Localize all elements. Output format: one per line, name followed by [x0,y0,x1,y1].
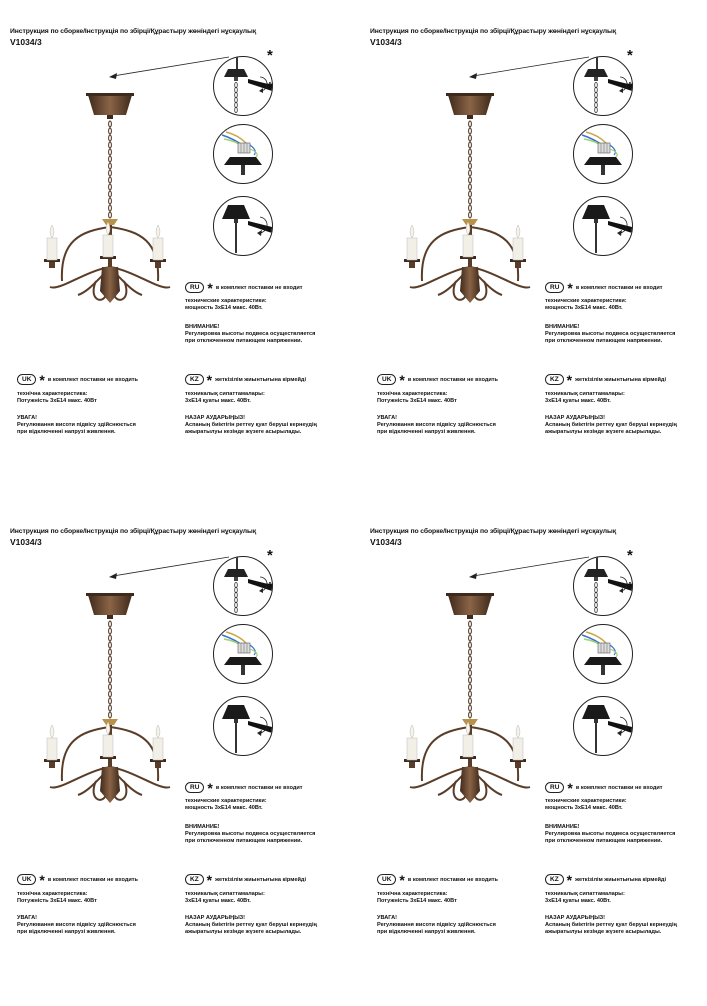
ru-warning-heading: ВНИМАНИЕ! [185,824,220,830]
kz-spec-value: 3хE14 қуаты макс. 40Вт. [545,398,611,404]
ru-specifications [545,298,627,312]
kz-warning-line2: ажыратылуы кезінде жүзеге асырылады. [185,929,302,935]
kz-notice-row [545,371,666,389]
uk-spec-value: Потужність 3хE14 макс. 40Вт [17,898,97,904]
chandelier-illustration [390,91,540,331]
ru-not-included-text: в комплект поставки не входит [575,784,663,791]
uk-warning-heading: УВАГА! [377,915,398,921]
uk-not-included-text: в комплект поставки не входить [47,376,138,383]
uk-warning [17,415,136,436]
ru-warning-heading: ВНИМАНИЕ! [545,324,580,330]
not-included-star-icon: * [267,47,273,64]
ru-warning [185,324,315,345]
instruction-title: Инструкция по сборке/Інструкція по збірці/Құрастыру жөніндегі нұсқаулық [10,528,257,535]
ru-warning [545,824,675,845]
ru-warning [185,824,315,845]
not-included-star-icon: * [39,371,45,388]
kz-warning-line2: ажыратылуы кезінде жүзеге асырылады. [545,429,662,435]
ru-warning-line2: при отключенном питающем напряжении. [185,338,303,344]
detail-canopy-fastening [573,196,633,256]
uk-notice-row [377,371,498,389]
uk-warning-line1: Регулювання висоти підвісу здійснюється [377,422,496,428]
not-included-star-icon: * [267,79,273,96]
ru-warning-line1: Регулировка высоты подвеса осуществляется [185,831,316,837]
uk-warning-line1: Регулювання висоти підвісу здійснюється [17,922,136,928]
uk-spec-heading: технічна характеристика: [377,391,448,397]
kz-warning-heading: НАЗАР АУДАРЫҢЫЗ! [185,915,246,921]
uk-spec-value: Потужність 3хE14 макс. 40Вт [377,398,457,404]
model-number: V1034/3 [10,37,42,47]
detail-canopy-fastening [213,696,273,756]
kz-spec-heading: техникалық сипаттамалары: [545,391,625,397]
uk-warning-line1: Регулювання висоти підвісу здійснюється [17,422,136,428]
detail-canopy-mounting [573,556,633,616]
uk-spec-heading: технічна характеристика: [17,391,88,397]
detail-wiring-connection [573,124,633,184]
not-included-star-icon: * [627,79,633,96]
kz-notice-row [185,371,306,389]
not-included-star-icon: * [206,871,213,888]
ru-notice-row [185,279,303,297]
uk-warning-heading: УВАГА! [17,415,38,421]
uk-warning-line2: при відключенні напрузі живлення. [17,929,116,935]
uk-warning-line2: при відключенні напрузі живлення. [377,429,476,435]
detail-wiring-connection [213,124,273,184]
not-included-star-icon: * [567,279,573,296]
instruction-panel-top-right [365,26,705,506]
uk-language-badge: UK [377,874,396,885]
not-included-star-icon: * [207,279,213,296]
kz-spec-value: 3хE14 қуаты макс. 40Вт. [185,398,251,404]
not-included-star-icon: * [627,47,633,64]
uk-language-badge: UK [17,374,36,385]
ru-warning-heading: ВНИМАНИЕ! [545,824,580,830]
ru-not-included-text: в комплект поставки не входит [575,284,663,291]
kz-warning [185,415,317,436]
ru-notice-row [545,279,663,297]
kz-spec-heading: техникалық сипаттамалары: [545,891,625,897]
kz-language-badge: KZ [545,374,564,385]
kz-not-included-text: жеткізілім жиынтығына кірмейді [575,376,666,383]
not-included-star-icon: * [627,547,633,564]
ru-spec-value: мощность 3хE14 макс. 40Вт. [185,305,263,311]
uk-notice-row [17,371,138,389]
kz-warning-heading: НАЗАР АУДАРЫҢЫЗ! [545,415,606,421]
detail-canopy-fastening [573,696,633,756]
kz-specifications [185,391,265,405]
kz-language-badge: KZ [545,874,564,885]
uk-warning [377,915,496,936]
detail-canopy-mounting [573,56,633,116]
detail-wiring-connection [213,624,273,684]
chandelier-illustration [390,591,540,831]
not-included-star-icon: * [566,371,573,388]
ru-spec-heading: технические характеристики: [185,798,267,804]
instruction-title: Инструкция по сборке/Інструкція по збірці/Құрастыру жөніндегі нұсқаулық [370,28,617,35]
ru-warning-line2: при отключенном питающем напряжении. [545,838,663,844]
ru-notice-row [545,779,663,797]
uk-warning [377,415,496,436]
ru-warning-line1: Регулировка высоты подвеса осуществляется [545,331,676,337]
uk-not-included-text: в комплект поставки не входить [407,376,498,383]
kz-not-included-text: жеткізілім жиынтығына кірмейді [215,376,306,383]
instruction-title: Инструкция по сборке/Інструкція по збірці/Құрастыру жөніндегі нұсқаулық [10,28,257,35]
kz-warning-line2: ажыратылуы кезінде жүзеге асырылады. [185,429,302,435]
instruction-title: Инструкция по сборке/Інструкція по збірці/Құрастыру жөніндегі нұсқаулық [370,528,617,535]
ru-spec-heading: технические характеристики: [185,298,267,304]
instruction-panel-bottom-left [5,526,345,1006]
kz-warning [545,415,677,436]
kz-not-included-text: жеткізілім жиынтығына кірмейді [215,876,306,883]
not-included-star-icon: * [39,871,45,888]
ru-specifications [185,298,267,312]
uk-specifications [17,891,97,905]
ru-specifications [185,798,267,812]
uk-warning-line2: при відключенні напрузі живлення. [17,429,116,435]
ru-warning-line1: Регулировка высоты подвеса осуществляется [185,331,316,337]
uk-language-badge: UK [377,374,396,385]
uk-specifications [377,891,457,905]
not-included-star-icon: * [399,371,405,388]
kz-warning-line1: Аспаның биіктігін реттеу қуат беруші кернеудің [185,422,317,428]
uk-warning-heading: УВАГА! [377,415,398,421]
ru-language-badge: RU [545,782,564,793]
not-included-star-icon: * [566,871,573,888]
kz-warning-line1: Аспаның биіктігін реттеу қуат беруші кернеудің [185,922,317,928]
model-number: V1034/3 [10,537,42,547]
not-included-star-icon: * [267,579,273,596]
detail-canopy-mounting [213,556,273,616]
model-number: V1034/3 [370,37,402,47]
ru-spec-value: мощность 3хE14 макс. 40Вт. [545,805,623,811]
kz-not-included-text: жеткізілім жиынтығына кірмейді [575,876,666,883]
uk-specifications [377,391,457,405]
kz-spec-value: 3хE14 қуаты макс. 40Вт. [545,898,611,904]
chandelier-illustration [30,591,180,831]
not-included-star-icon: * [267,547,273,564]
ru-warning-heading: ВНИМАНИЕ! [185,324,220,330]
ru-not-included-text: в комплект поставки не входит [215,784,303,791]
kz-warning-heading: НАЗАР АУДАРЫҢЫЗ! [545,915,606,921]
uk-warning-heading: УВАГА! [17,915,38,921]
ru-language-badge: RU [545,282,564,293]
uk-notice-row [17,871,138,889]
not-included-star-icon: * [206,371,213,388]
kz-language-badge: KZ [185,874,204,885]
kz-warning-heading: НАЗАР АУДАРЫҢЫЗ! [185,415,246,421]
kz-notice-row [185,871,306,889]
ru-not-included-text: в комплект поставки не входит [215,284,303,291]
ru-spec-value: мощность 3хE14 макс. 40Вт. [545,305,623,311]
ru-warning-line2: при отключенном питающем напряжении. [545,338,663,344]
kz-notice-row [545,871,666,889]
uk-spec-value: Потужність 3хE14 макс. 40Вт [17,398,97,404]
detail-wiring-connection [573,624,633,684]
uk-not-included-text: в комплект поставки не входить [407,876,498,883]
ru-warning-line2: при отключенном питающем напряжении. [185,838,303,844]
kz-specifications [545,391,625,405]
instruction-panel-bottom-right [365,526,705,1006]
ru-language-badge: RU [185,282,204,293]
ru-spec-value: мощность 3хE14 макс. 40Вт. [185,805,263,811]
kz-specifications [185,891,265,905]
kz-warning [185,915,317,936]
uk-warning [17,915,136,936]
kz-spec-value: 3хE14 қуаты макс. 40Вт. [185,898,251,904]
instruction-panel-top-left [5,26,345,506]
uk-language-badge: UK [17,874,36,885]
ru-language-badge: RU [185,782,204,793]
ru-specifications [545,798,627,812]
kz-warning-line1: Аспаның биіктігін реттеу қуат беруші кернеудің [545,422,677,428]
uk-notice-row [377,871,498,889]
not-included-star-icon: * [627,579,633,596]
detail-canopy-fastening [213,196,273,256]
kz-warning-line1: Аспаның биіктігін реттеу қуат беруші кернеудің [545,922,677,928]
chandelier-illustration [30,91,180,331]
ru-spec-heading: технические характеристики: [545,298,627,304]
kz-language-badge: KZ [185,374,204,385]
ru-warning [545,324,675,345]
detail-canopy-mounting [213,56,273,116]
kz-specifications [545,891,625,905]
kz-spec-heading: техникалық сипаттамалары: [185,391,265,397]
ru-spec-heading: технические характеристики: [545,798,627,804]
uk-spec-heading: технічна характеристика: [17,891,88,897]
kz-warning [545,915,677,936]
not-included-star-icon: * [207,779,213,796]
kz-spec-heading: техникалық сипаттамалары: [185,891,265,897]
uk-warning-line2: при відключенні напрузі живлення. [377,929,476,935]
uk-not-included-text: в комплект поставки не входить [47,876,138,883]
model-number: V1034/3 [370,537,402,547]
not-included-star-icon: * [567,779,573,796]
ru-notice-row [185,779,303,797]
ru-warning-line1: Регулировка высоты подвеса осуществляется [545,831,676,837]
uk-spec-value: Потужність 3хE14 макс. 40Вт [377,898,457,904]
not-included-star-icon: * [399,871,405,888]
uk-specifications [17,391,97,405]
uk-spec-heading: технічна характеристика: [377,891,448,897]
kz-warning-line2: ажыратылуы кезінде жүзеге асырылады. [545,929,662,935]
uk-warning-line1: Регулювання висоти підвісу здійснюється [377,922,496,928]
